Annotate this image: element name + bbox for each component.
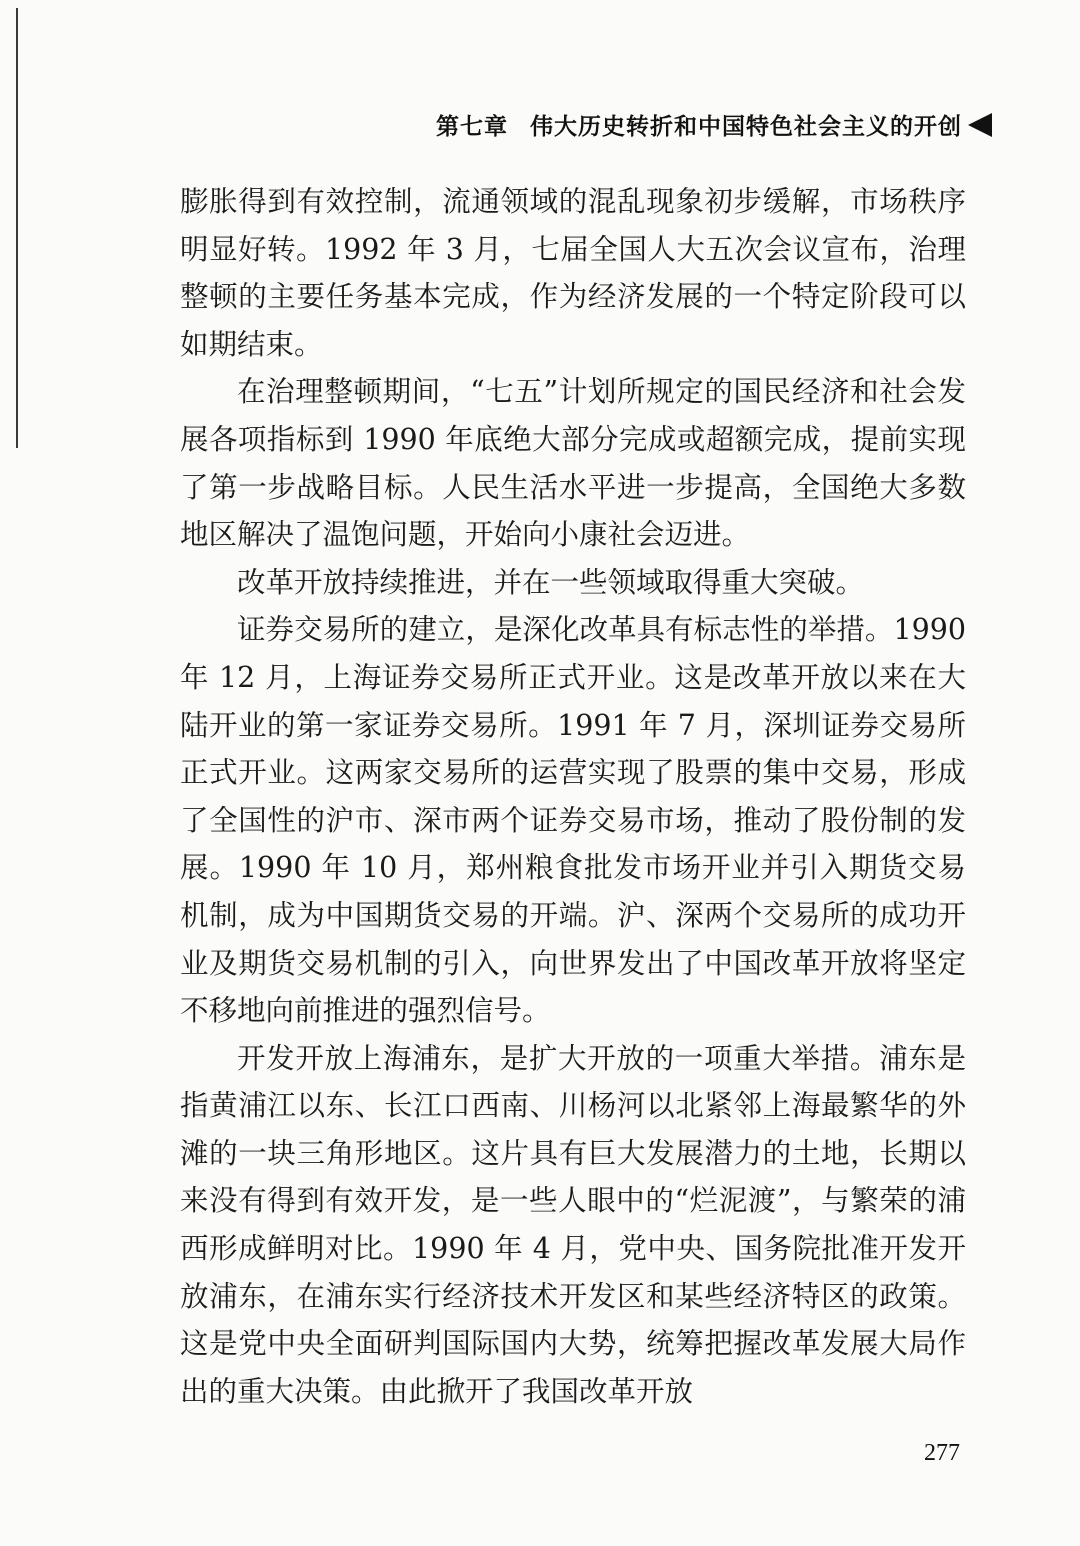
body-text (180, 178, 966, 1415)
paragraph: 在治理整顿期间，“七五”计划所规定的国民经济和社会发展各项指标到 1990 年底绝大部分完成或超额完成，提前实现了第一步战略目标。人民生活水平进一步提高，全国绝大多数地区解决了温饱问题，开始向小康社会迈进。 (180, 375, 966, 552)
page-number: 277 (924, 1440, 960, 1466)
paragraph: 证券交易所的建立，是深化改革具有标志性的举措。1990 年 12 月，上海证券交易所正式开业。这是改革开放以来在大陆开业的第一家证券交易所。1991 年 7 月，深圳证券交易所正式开业。这两家交易所的运营实现了股票的集中交易，形成了全国性的沪市、深市两个证券交易市场，推动了股份制的发展。1990 年 10 月，郑州粮食批发市场开业并引入期货交易机制，成为中国期货交易的开端。沪、深两个交易所的成功开业及期货交易机制的引入，向世界发出了中国改革开放将坚定不移地向前推进的强烈信号。 (180, 613, 966, 1028)
binding-margin-line (16, 8, 18, 448)
running-header (436, 108, 992, 141)
chapter-title: 伟大历史转折和中国特色社会主义的开创 (530, 114, 962, 140)
paragraph-continued: 膨胀得到有效控制，流通领域的混乱现象初步缓解，市场秩序明显好转。1992 年 3 月，七届全国人大五次会议宣布，治理整顿的主要任务基本完成，作为经济发展的一个特定阶段可以如期结束。 (180, 185, 966, 361)
left-triangle-icon (968, 113, 992, 137)
paragraph: 改革开放持续推进，并在一些领域取得重大突破。 (237, 565, 865, 599)
chapter-number: 第七章 (436, 114, 508, 140)
paragraph: 开发开放上海浦东，是扩大开放的一项重大举措。浦东是指黄浦江以东、长江口西南、川杨河以北紧邻上海最繁华的外滩的一块三角形地区。这片具有巨大发展潜力的土地，长期以来没有得到有效开发，是一些人眼中的“烂泥渡”，与繁荣的浦西形成鲜明对比。1990 年 4 月，党中央、国务院批准开发开放浦东，在浦东实行经济技术开发区和某些经济特区的政策。这是党中央全面研判国际国内大势，统筹把握改革发展大局作出的重大决策。由此掀开了我国改革开放 (180, 1041, 966, 1408)
